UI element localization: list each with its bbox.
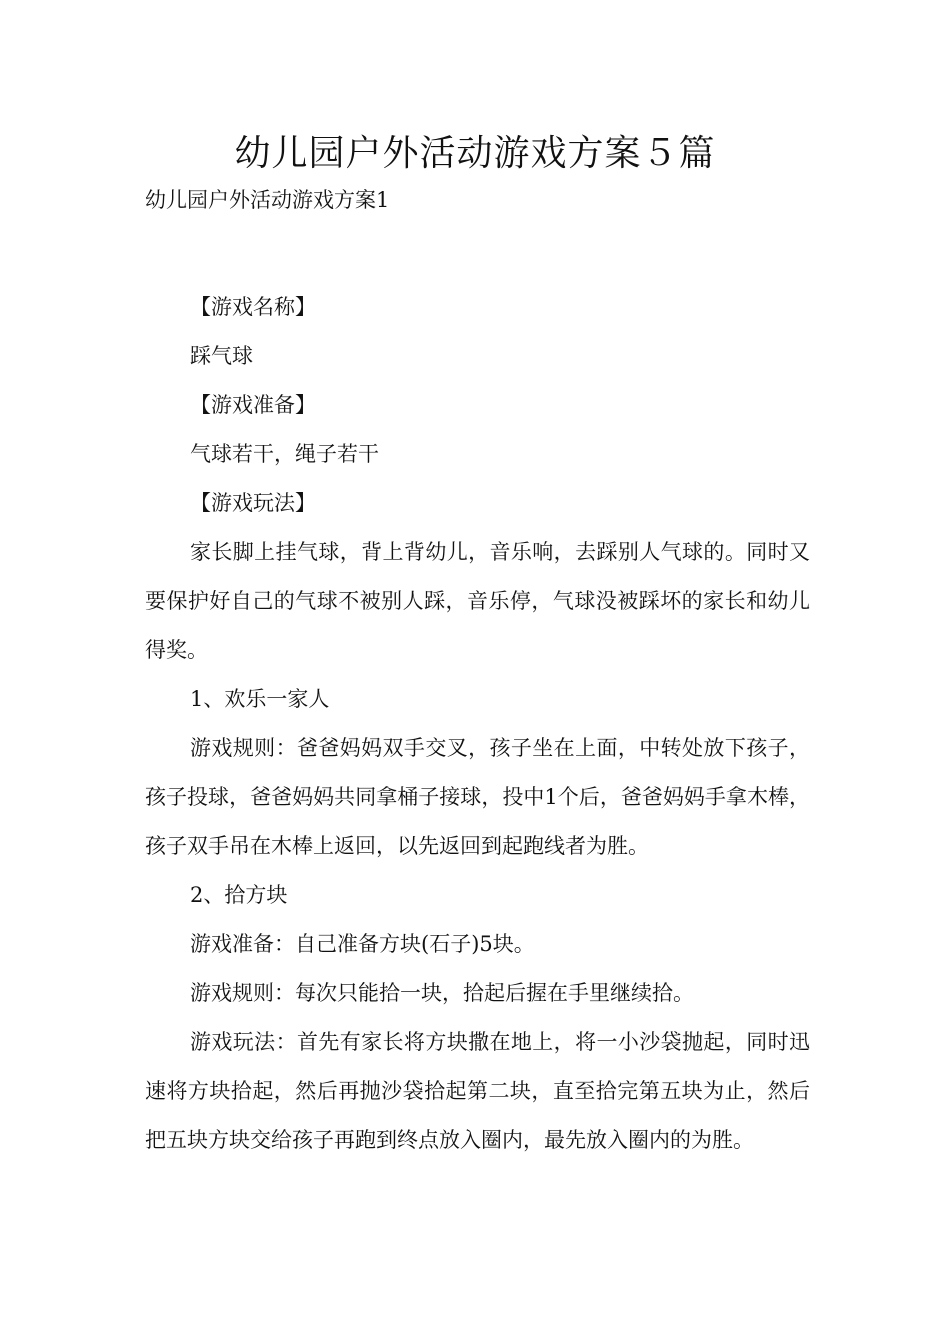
game-name-text: 踩气球 bbox=[190, 344, 253, 368]
document-title: 幼儿园户外活动游戏方案５篇 bbox=[234, 133, 716, 174]
game-prep-text: 气球若干，绳子若干 bbox=[190, 442, 379, 466]
game-play-text: 家长脚上挂气球，背上背幼儿，音乐响，去踩别人气球的。同时又要保护好自己的气球不被别人踩，音乐停，气球没被踩坏的家长和幼儿得奖。 bbox=[145, 540, 810, 662]
section-pick-blocks: 2、拾方块 bbox=[190, 883, 288, 907]
heading-game-name: 【游戏名称】 bbox=[190, 295, 316, 319]
pick-blocks-prep: 游戏准备：自己准备方块(石子)5块。 bbox=[190, 932, 535, 956]
document-body bbox=[145, 283, 810, 1165]
pick-blocks-rules: 游戏规则：每次只能拾一块，拾起后握在手里继续拾。 bbox=[190, 981, 694, 1005]
section-happy-family: 1、欢乐一家人 bbox=[190, 687, 330, 711]
section-subtitle: 幼儿园户外活动游戏方案1 bbox=[145, 188, 390, 212]
heading-game-play: 【游戏玩法】 bbox=[190, 491, 316, 515]
heading-game-prep: 【游戏准备】 bbox=[190, 393, 316, 417]
happy-family-rules: 游戏规则：爸爸妈妈双手交叉，孩子坐在上面，中转处放下孩子，孩子投球，爸爸妈妈共同拿桶子接球，投中1个后，爸爸妈妈手拿木棒，孩子双手吊在木棒上返回，以先返回到起跑线者为胜。 bbox=[145, 736, 810, 858]
pick-blocks-play: 游戏玩法：首先有家长将方块撒在地上，将一小沙袋抛起，同时迅速将方块拾起，然后再抛沙袋拾起第二块，直至拾完第五块为止，然后把五块方块交给孩子再跑到终点放入圈内，最先放入圈内的为胜。 bbox=[145, 1030, 810, 1152]
